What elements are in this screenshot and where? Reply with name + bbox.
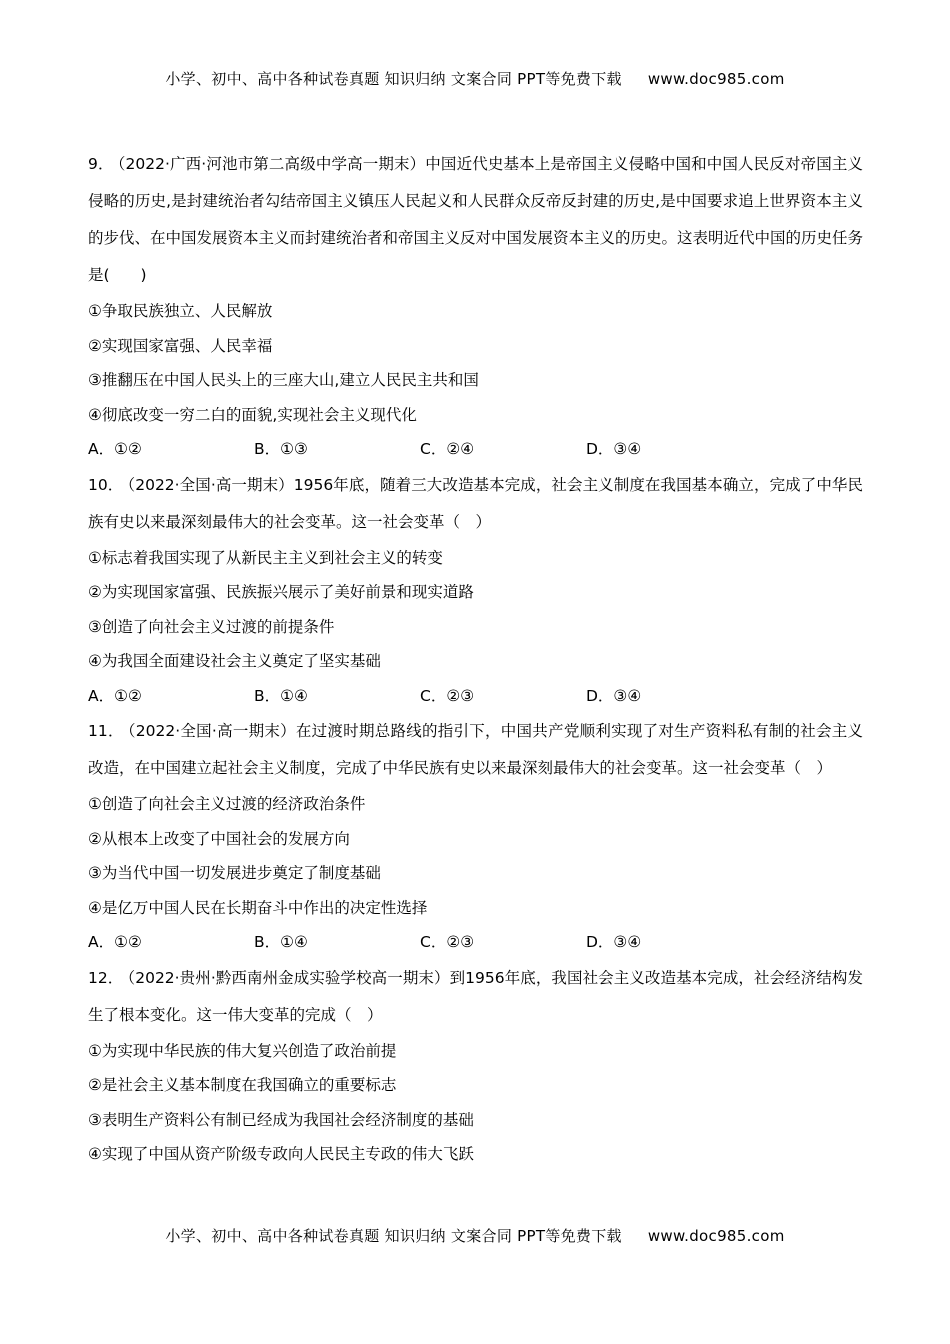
statement-3: ③推翻压在中国人民头上的三座大山,建立人民民主共和国 [88, 371, 479, 389]
page-footer [0, 1225, 950, 1246]
statement-2: ②是社会主义基本制度在我国确立的重要标志 [88, 1076, 397, 1094]
question-number: 12． [88, 968, 124, 987]
header-text: 小学、初中、高中各种试卷真题 知识归纳 文案合同 PPT等免费下载 [165, 70, 622, 88]
question-text: 在过渡时期总路线的指引下，中国共产党顺利实现了对生产资料私有制的社会主义改造，在中国建立起社会主义制度，完成了中华民族有史以来最深刻最伟大的社会变革。这一社会变革（ ） [88, 722, 863, 777]
choice-a: A．①② [88, 686, 142, 705]
choice-a: A．①② [88, 933, 142, 951]
choice-c: C．②③ [420, 933, 475, 951]
question-text: 1956年底，随着三大改造基本完成，社会主义制度在我国基本确立，完成了中华民族有史以来最深刻最伟大的社会变革。这一社会变革（ ） [88, 475, 863, 531]
footer-text: 小学、初中、高中各种试卷真题 知识归纳 文案合同 PPT等免费下载 [165, 1227, 622, 1245]
answer-choices [88, 432, 863, 467]
choice-c: C．②④ [420, 440, 475, 458]
question-text: 到1956年底，我国社会主义改造基本完成，社会经济结构发生了根本变化。这一伟大变革的完成（ ） [88, 968, 863, 1024]
question-source: （2022·贵州·黔西南州金成实验学校高一期末） [127, 968, 450, 987]
question-stem [88, 713, 863, 787]
statement-3: ③创造了向社会主义过渡的前提条件 [88, 617, 335, 636]
statement-4: ④实现了中国从资产阶级专政向人民民主专政的伟大飞跃 [88, 1145, 474, 1163]
statement-1: ①为实现中华民族的伟大复兴创造了政治前提 [88, 1041, 397, 1060]
statement-1: ①创造了向社会主义过渡的经济政治条件 [88, 795, 366, 813]
question-list [88, 146, 863, 1172]
question-source: （2022·全国·高一期末） [127, 475, 294, 494]
question-12 [88, 960, 863, 1172]
question-stem [88, 960, 863, 1034]
question-11 [88, 713, 863, 960]
choice-d: D．③④ [586, 686, 642, 705]
question-source: （2022·广西·河池市第二高级中学高一期末） [117, 155, 426, 173]
statement-2: ②实现国家富强、人民幸福 [88, 336, 273, 355]
question-number: 11． [88, 722, 124, 740]
page-header [0, 68, 950, 89]
statement-1: ①标志着我国实现了从新民主主义到社会主义的转变 [88, 548, 443, 567]
statement-3: ③表明生产资料公有制已经成为我国社会经济制度的基础 [88, 1110, 474, 1129]
header-site-link[interactable]: www.doc985.com [647, 70, 785, 88]
question-number: 10． [88, 475, 124, 494]
footer-site-link[interactable]: www.doc985.com [647, 1227, 785, 1245]
choice-d: D．③④ [586, 440, 642, 458]
statement-2: ②为实现国家富强、民族振兴展示了美好前景和现实道路 [88, 583, 474, 601]
statement-2: ②从根本上改变了中国社会的发展方向 [88, 829, 350, 848]
question-stem [88, 146, 863, 294]
statement-4: ④是亿万中国人民在长期奋斗中作出的决定性选择 [88, 898, 428, 917]
statement-4: ④为我国全面建设社会主义奠定了坚实基础 [88, 652, 381, 670]
choice-c: C．②③ [420, 686, 475, 705]
choice-b: B．①③ [254, 440, 308, 458]
choice-b: B．①④ [254, 933, 308, 951]
question-10 [88, 467, 863, 714]
question-9 [88, 146, 863, 467]
statement-4: ④彻底改变一穷二白的面貌,实现社会主义现代化 [88, 405, 417, 424]
answer-choices [88, 925, 863, 960]
statement-3: ③为当代中国一切发展进步奠定了制度基础 [88, 864, 381, 882]
choice-d: D．③④ [586, 933, 642, 951]
choice-b: B．①④ [254, 686, 308, 705]
answer-choices [88, 679, 863, 714]
question-text: 中国近代史基本上是帝国主义侵略中国和中国人民反对帝国主义侵略的历史,是封建统治者勾结帝国主义镇压人民起义和人民群众反帝反封建的历史,是中国要求追上世界资本主义的步伐、在中国发展资本主义而封建统治者和帝国主义反对中国发展资本主义的历史。这表明近代中国的历史任务是( ) [88, 155, 864, 284]
statement-1: ①争取民族独立、人民解放 [88, 302, 273, 320]
question-number: 9． [88, 155, 114, 173]
question-stem [88, 467, 863, 541]
question-source: （2022·全国·高一期末） [127, 722, 296, 740]
choice-a: A．①② [88, 440, 142, 458]
